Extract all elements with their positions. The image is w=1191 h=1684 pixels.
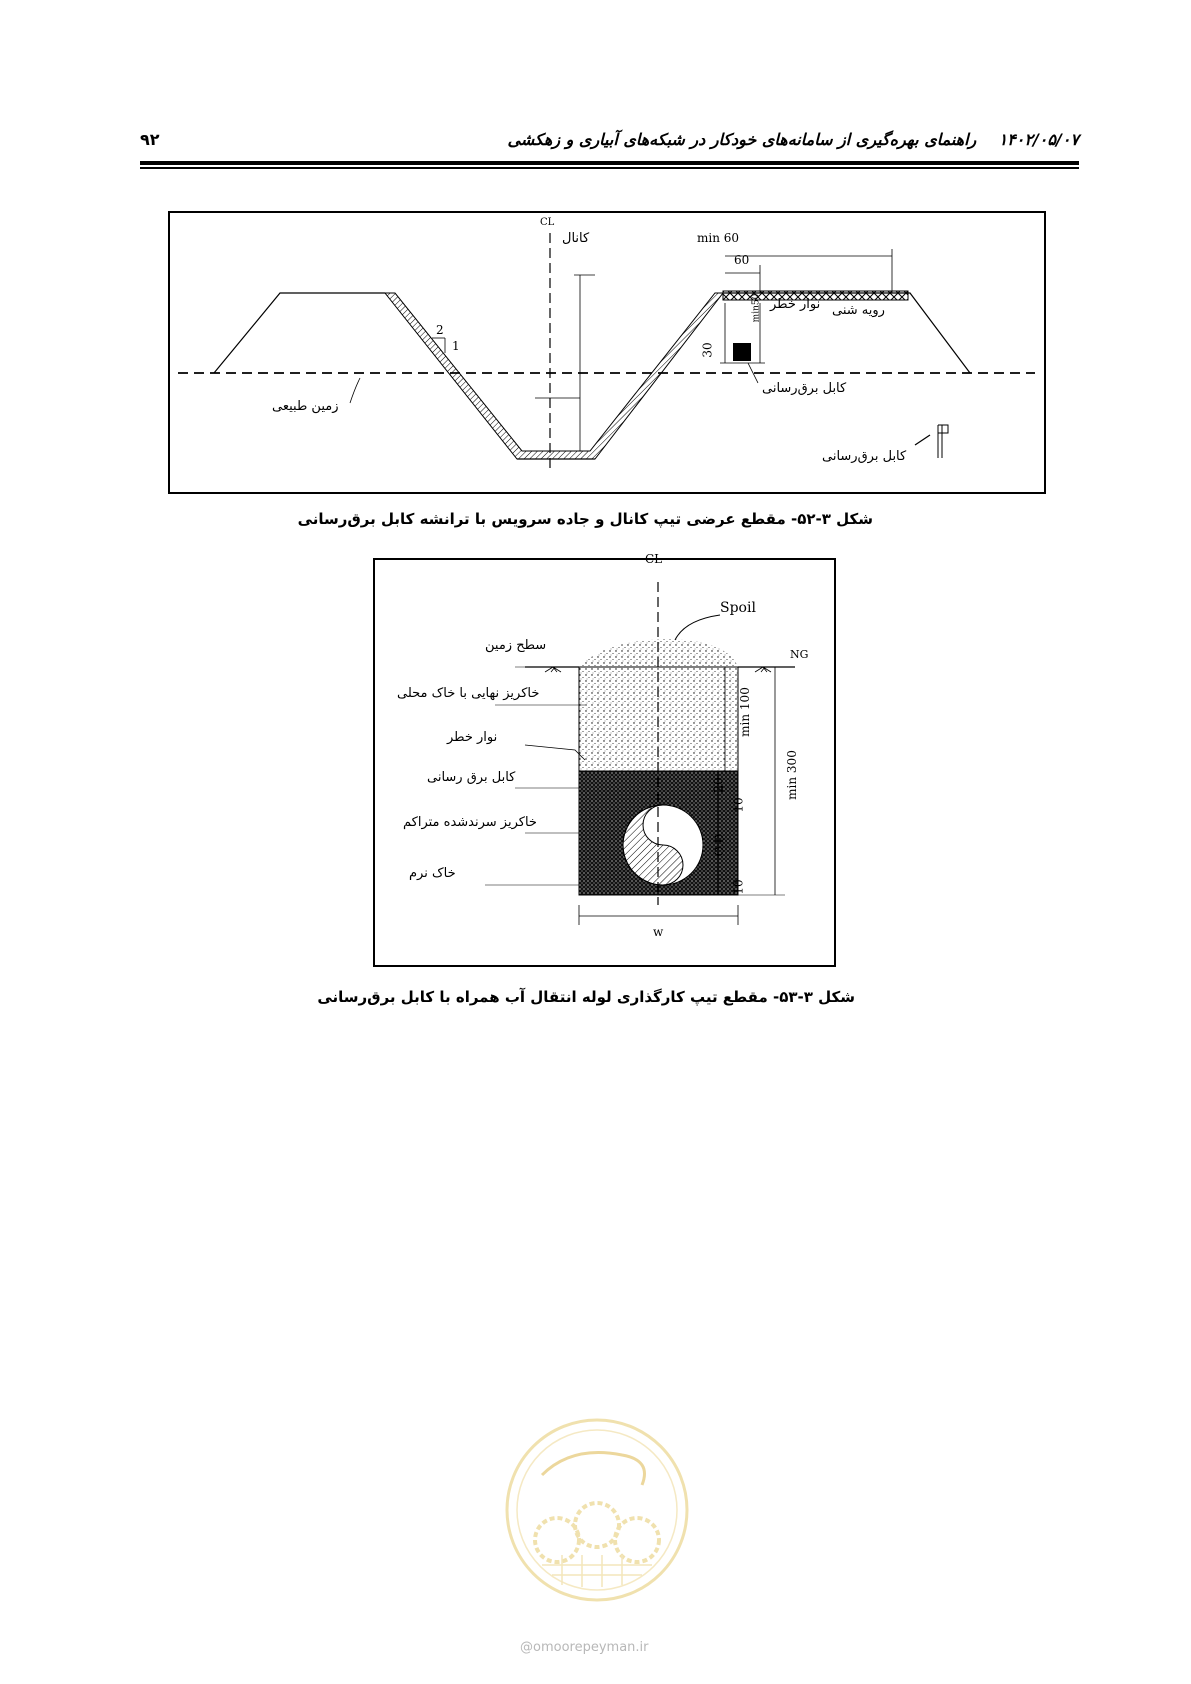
cable-legend-symbol xyxy=(938,425,948,458)
figure-canal-cross-section xyxy=(168,211,1046,494)
figure-pipe-trench-section xyxy=(373,552,836,967)
fig1-gravel-surface-label: رویه شنی xyxy=(832,303,885,318)
fig2-cl-label: CL xyxy=(645,552,663,566)
fig1-slope2-label: 2 xyxy=(436,323,444,337)
fig2-ground-surface-label: سطح زمین xyxy=(485,638,547,653)
left-embankment xyxy=(214,293,385,373)
watermark-site: @omoorepeyman.ir xyxy=(520,1640,649,1655)
fig2-min300-label: min 300 xyxy=(784,750,799,800)
fig1-canal-label: کانال xyxy=(562,231,590,246)
fig2-soft-soil-label: خاک نرم xyxy=(409,866,456,881)
fig1-dim60-label: 60 xyxy=(734,253,750,267)
header-rule-thick xyxy=(140,161,1079,165)
fig1-danger-tape-label: نوار خطر xyxy=(770,297,821,312)
figure2-caption: شکل ۳-۵۳- مقطع تیپ کارگذاری لوله انتقال آب همراه با کابل برق‌رسانی xyxy=(317,988,855,1006)
canal-lining xyxy=(385,293,723,459)
cable-block xyxy=(733,343,751,361)
header-title-text: راهنمای بهره‌گیری از سامانه‌های خودکار در شبکه‌های آبیاری و زهکشی xyxy=(507,130,977,149)
fig2-spoil-label: Spoil xyxy=(720,600,756,616)
fig1-min50-label: min50 xyxy=(751,293,762,323)
fig2-power-cable-label: کابل برق رسانی xyxy=(427,770,516,785)
header-date: ۱۴۰۲/۰۵/۰۷ xyxy=(998,130,1079,149)
fig1-slope1-label: 1 xyxy=(452,339,460,353)
fig1-min60-label: min 60 xyxy=(697,231,740,245)
figure1-caption: شکل ۳-۵۲- مقطع عرضی تیپ کانال و جاده سرویس با ترانشه کابل برق‌رسانی xyxy=(297,510,873,528)
page-header xyxy=(140,126,1079,160)
fig2-w-label: w xyxy=(653,925,664,939)
fig2-dim10a-label: 10 xyxy=(731,797,746,813)
fig2-min100-label: min 100 xyxy=(737,687,752,737)
fig1-power-cable-label: کابل برق‌رسانی xyxy=(762,381,847,396)
page-number: ۹۲ xyxy=(140,130,160,149)
watermark-logo xyxy=(502,1415,692,1605)
fig2-danger-tape-label: نوار خطر xyxy=(447,730,498,745)
fig1-natural-ground-label: زمین طبیعی xyxy=(272,399,339,414)
fig1-cl-label: CL xyxy=(540,217,555,228)
document-title xyxy=(507,130,1079,149)
fig1-dim30-label: 30 xyxy=(700,342,715,358)
canal-section-drawing xyxy=(170,213,1043,491)
fig2-final-backfill-label: خاکریز نهایی با خاک محلی xyxy=(397,686,540,701)
fig1-legend-power-cable-label: کابل برق‌رسانی xyxy=(822,449,907,464)
fig2-ng-label: NG xyxy=(790,648,809,661)
fig2-compacted-backfill-label: خاکریز سرندشده متراکم xyxy=(403,815,537,830)
header-rule-thin xyxy=(140,167,1079,169)
seal-icon xyxy=(502,1415,692,1605)
fig2-od-label: O.D xyxy=(712,833,727,857)
fig2-dim20-label: 20 xyxy=(711,777,726,793)
fig2-dim10b-label: 10 xyxy=(731,879,746,895)
pipe-trench-drawing xyxy=(375,560,833,964)
